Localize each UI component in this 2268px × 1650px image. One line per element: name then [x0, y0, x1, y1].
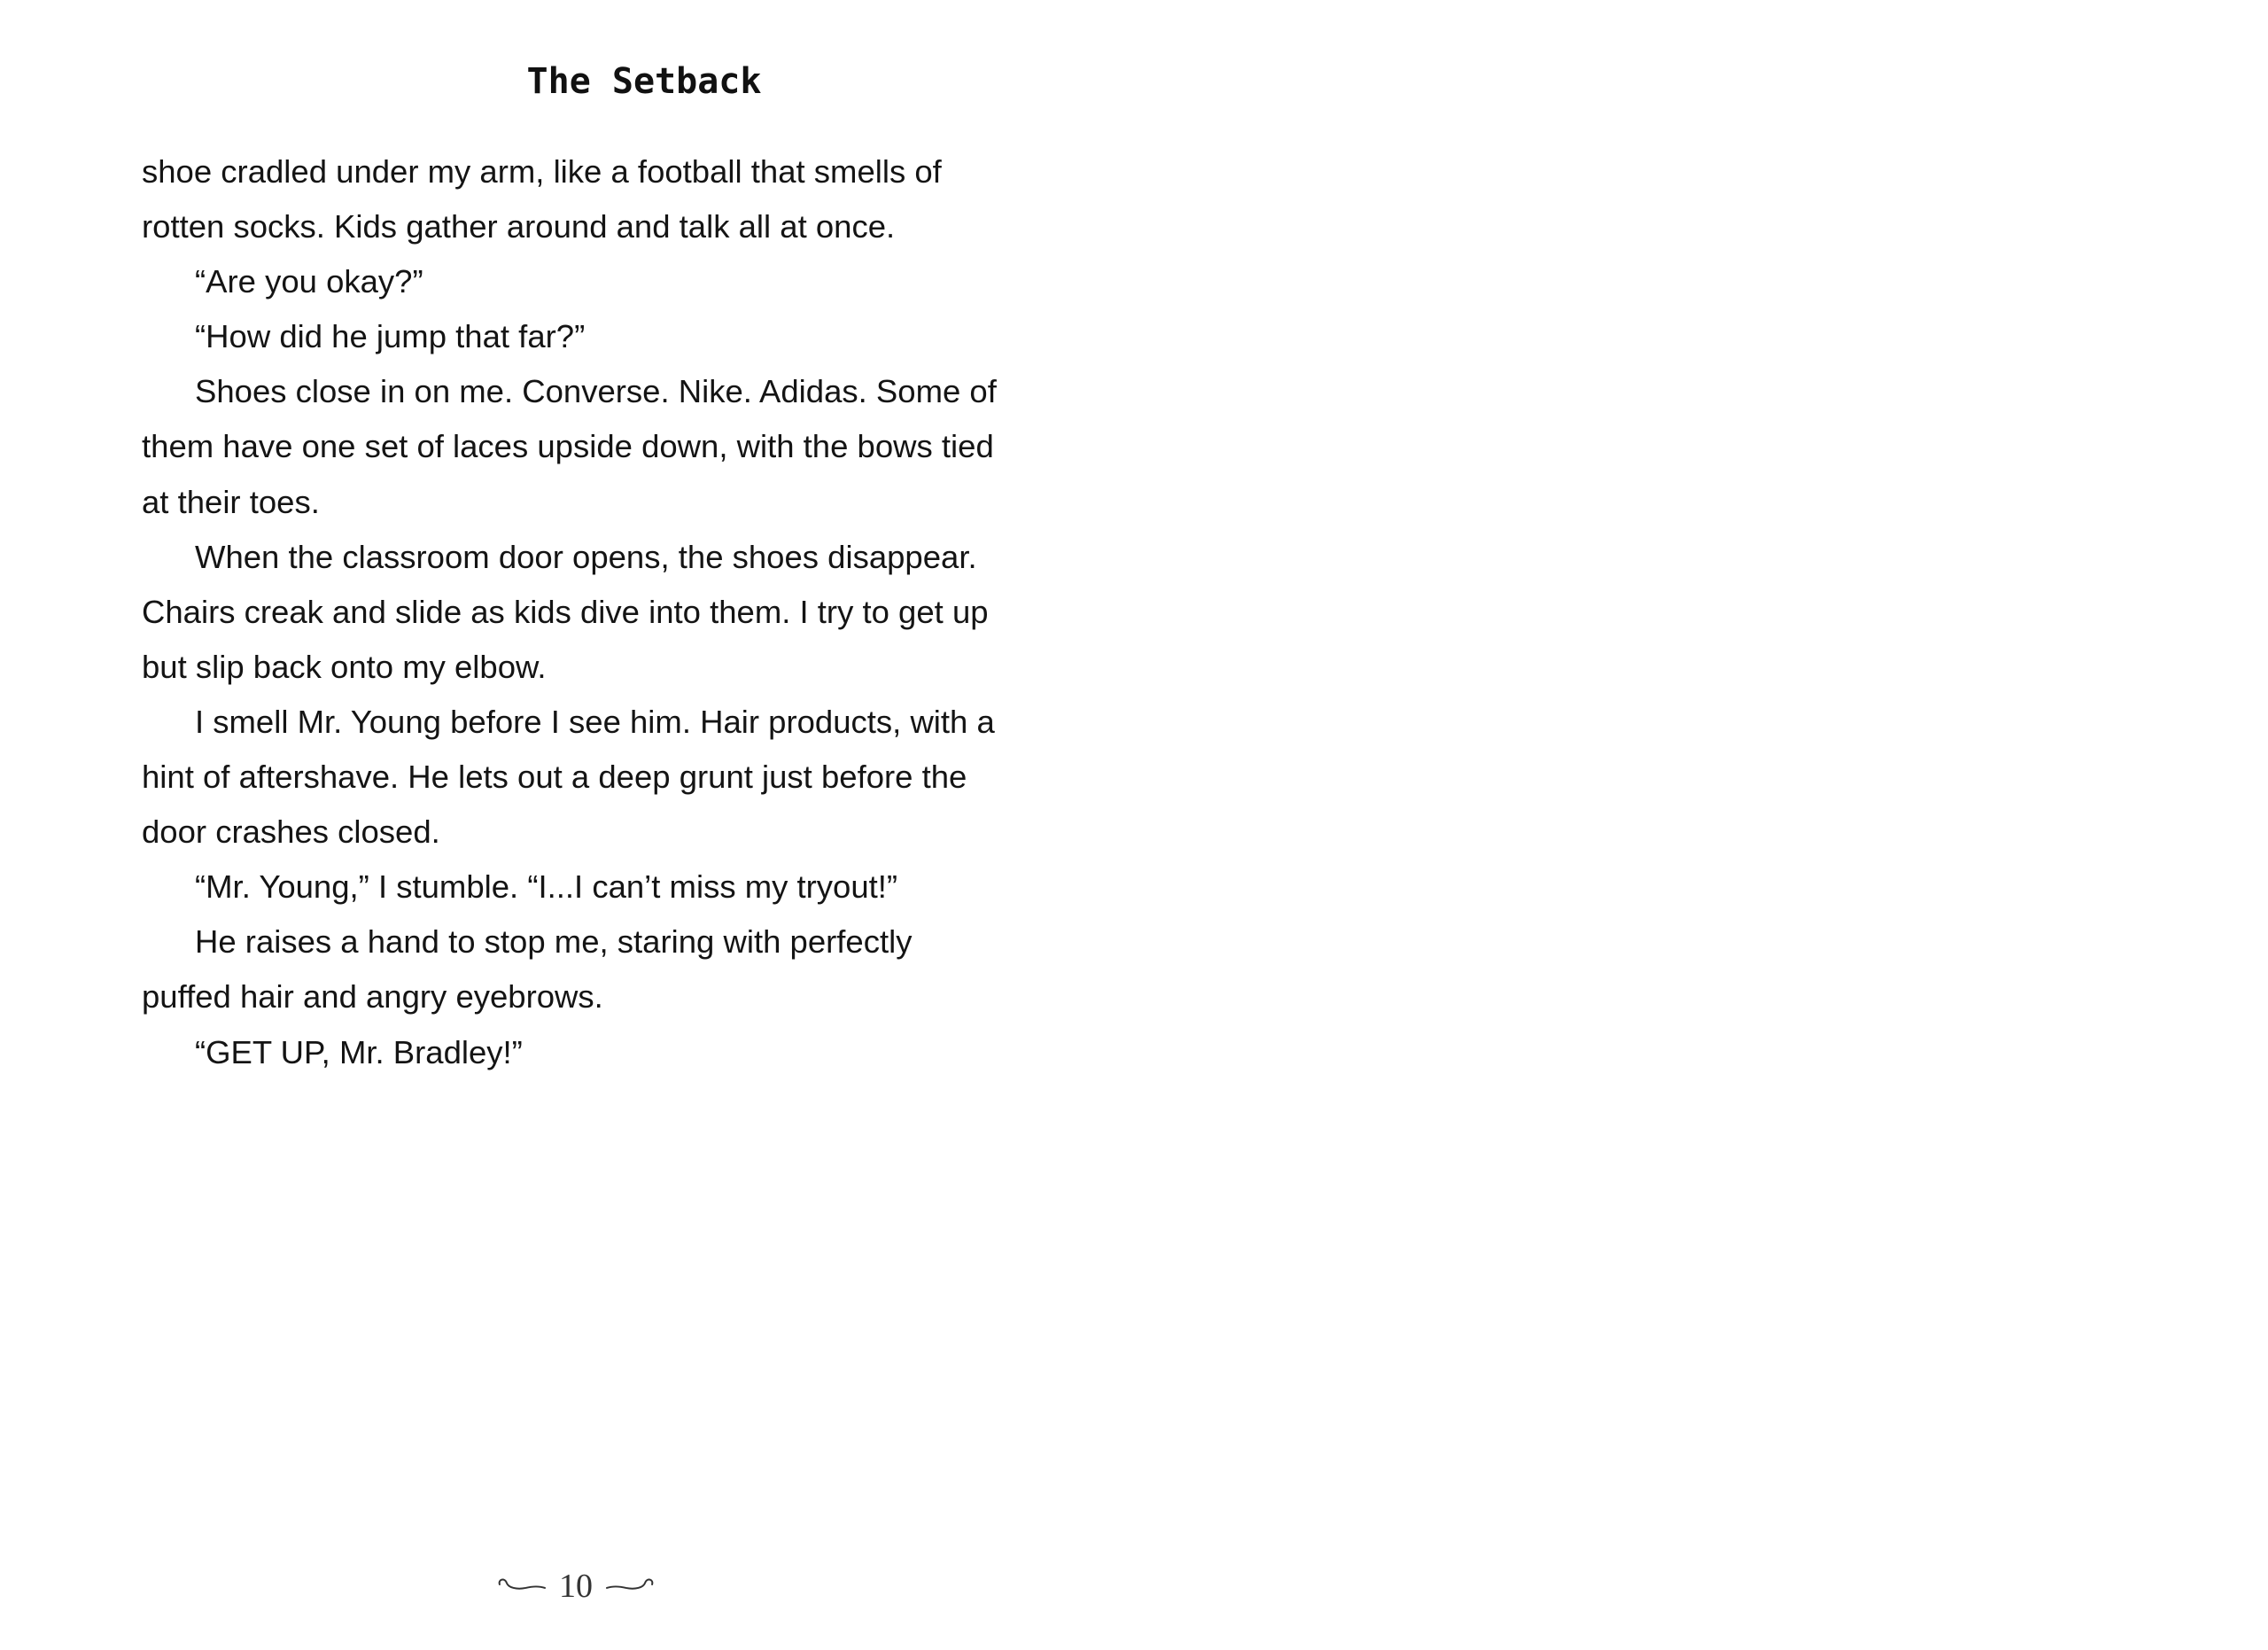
body-text [142, 144, 1028, 1080]
text-line: “Mr. Young,” I stumble. “I...I can’t miss my tryout!” [195, 868, 898, 906]
page-number-folio [496, 1560, 656, 1613]
text-line: but slip back onto my elbow. [142, 648, 547, 685]
text-line: at their toes. [142, 483, 320, 520]
text-line: Shoes close in on me. Converse. Nike. Adidas. Some of [195, 373, 997, 410]
right-swash-ornament-icon [605, 1576, 656, 1597]
text-line: “How did he jump that far?” [195, 318, 586, 355]
text-line: He raises a hand to stop me, staring with perfectly [195, 923, 913, 961]
text-line: I smell Mr. Young before I see him. Hair products, with a [195, 703, 995, 740]
text-line: puffed hair and angry eyebrows. [142, 978, 603, 1016]
text-line: When the classroom door opens, the shoes disappear. [195, 538, 977, 575]
left-swash-ornament-icon [496, 1576, 547, 1597]
text-line: rotten socks. Kids gather around and talk all at once. [142, 208, 896, 245]
text-line: door crashes closed. [142, 813, 440, 851]
text-line: shoe cradled under my arm, like a football that smells of [142, 153, 942, 190]
page-number: 10 [559, 1568, 593, 1605]
running-head: The Setback [526, 61, 762, 102]
text-line: them have one set of laces upside down, with the bows tied [142, 428, 994, 465]
text-line: Chairs creak and slide as kids dive into them. I try to get up [142, 593, 989, 630]
text-line: “GET UP, Mr. Bradley!” [195, 1033, 523, 1070]
text-line: hint of aftershave. He lets out a deep grunt just before the [142, 759, 967, 796]
text-line: “Are you okay?” [195, 263, 423, 300]
